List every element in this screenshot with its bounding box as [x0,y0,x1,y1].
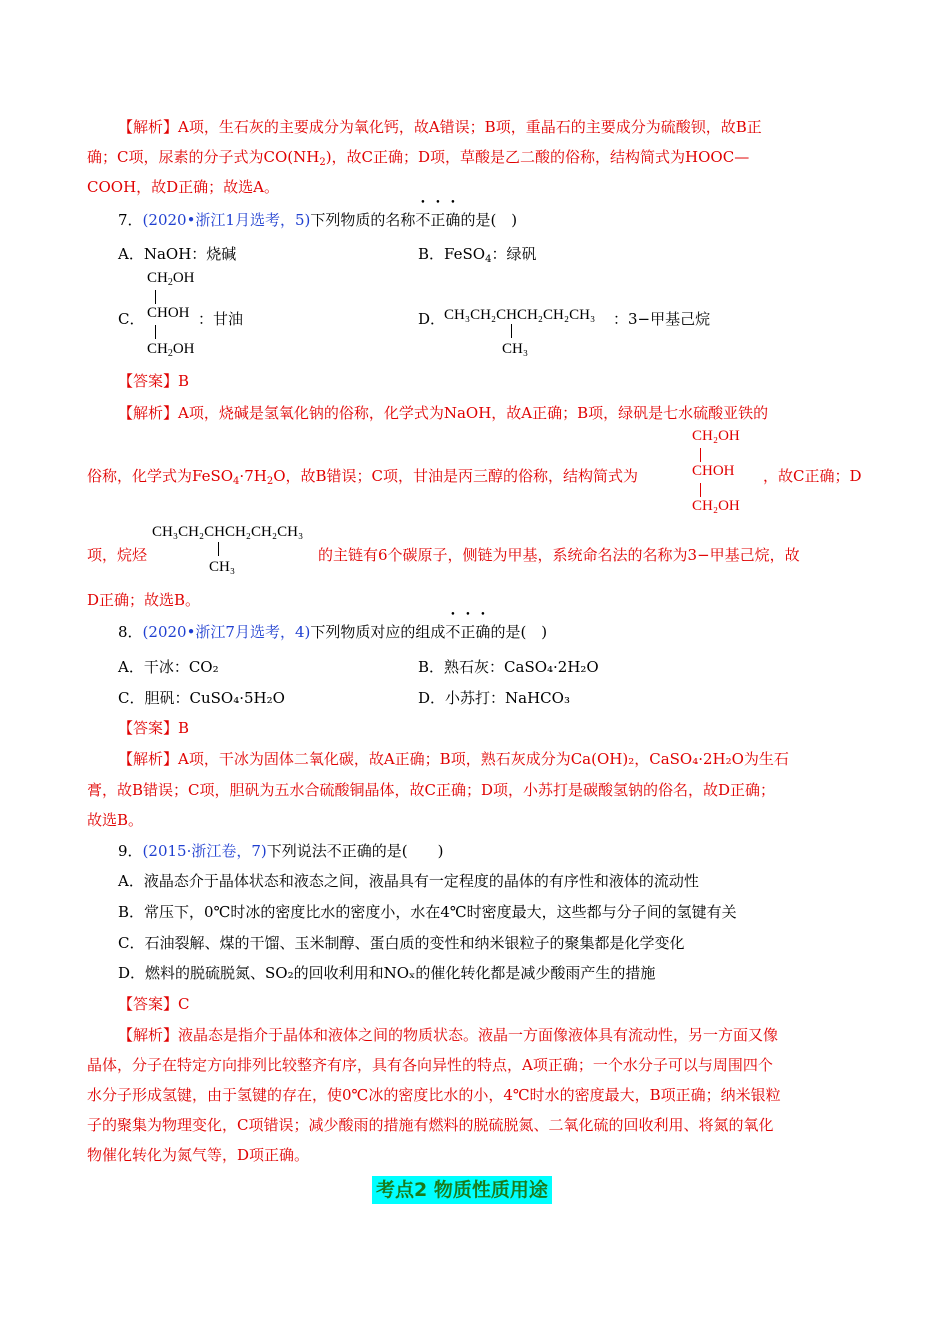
option-7-b: B．FeSO$_4$：绿矾 [418,245,537,265]
explanation-6-line-1: 【解析】A项，生石灰的主要成分为氧化钙，故A错误；B项，重晶石的主要成分为硫酸钡，故B正 [118,118,762,136]
option-8-c: C．胆矾：CuSO₄·5H₂O [118,689,285,707]
explanation-8-line-3: 故选B。 [87,811,144,829]
explanation-8-line-1: 【解析】A项，干冰为固体二氧化碳，故A正确；B项，熟石灰成分为Ca(OH)₂，CaSO₄·2H₂O为生石 [118,750,789,768]
glycerol-line-top: $CH_2OH$ [147,270,195,288]
explanation-tag: 【解析】 [118,118,179,136]
bond-line [218,542,219,556]
alkane-inline-formula: CH₃CH₂CHCH₂CH₂CH₃ [152,524,304,540]
alkane-formula: CH₃CH₂CHCH₂CH₂CH₃ [444,307,596,323]
question-8-stem: 8．(2020•浙江7月选考，4)下列物质对应的组成不正确的是( ) [118,623,548,641]
answer-8: 【答案】B [118,719,190,737]
explanation-9-line-4: 子的聚集为物理变化，C项错误；减少酸雨的措施有燃料的脱硫脱氮、二氧化硫的回收利用、将氮的氧化 [87,1116,774,1134]
option-7-c-name: ：甘油 [198,310,244,328]
option-8-a: A．干冰：CO₂ [118,658,219,676]
explanation-9-line-2: 晶体，分子在特定方向排列比较整齐有序，具有各向异性的特点，A项正确；一个水分子可以与周围四个 [87,1056,773,1074]
answer-9: 【答案】C [118,995,190,1013]
explanation-7-line-2: 俗称，化学式为$FeSO_4\cdot 7H_2O$，故B错误；C项，甘油是丙三醇的俗称，结构简式为 [87,467,639,487]
glycerol-line-bot: $CH_2OH$ [147,341,195,359]
explanation-9-line-3: 水分子形成氢键，由于氢键的存在，使0℃冰的密度比水的小，4℃时水的密度最大，B项正确；纳米银粒 [87,1086,781,1104]
explanation-8-line-2: 膏，故B错误；C项，胆矾为五水合硫酸铜晶体，故C正确；D项，小苏打是碳酸氢钠的俗名，故D正确； [87,781,776,799]
option-7-a: A．NaOH：烧碱 [118,245,237,263]
option-7-d-name: ：3−甲基己烷 [613,310,711,328]
bond-line [700,483,701,497]
bond-line [155,290,156,304]
alkane-branch: CH₃ [502,341,529,357]
explanation-7-line-1: 【解析】A项，烧碱是氢氧化钠的俗称，化学式为NaOH，故A正确；B项，绿矾是七水硫酸亚铁的 [118,404,769,422]
question-source: (2020•浙江1月选考，5) [142,211,311,229]
option-9-c: C．石油裂解、煤的干馏、玉米制醇、蛋白质的变性和纳米银粒子的聚集都是化学变化 [118,934,685,952]
option-8-d: D．小苏打：NaHCO₃ [418,689,570,707]
explanation-9-line-1: 【解析】液晶态是指介于晶体和液体之间的物质状态。液晶一方面像液体具有流动性，另一方面又像 [118,1026,779,1044]
explanation-7-line-2-end: ，故C正确；D [763,467,862,485]
explanation-9-line-5: 物催化转化为氮气等，D项正确。 [87,1146,310,1164]
explanation-6-line-2: 确；C项，尿素的分子式为$CO(NH_2)$，故C正确；D项，草酸是乙二酸的俗称，结构简式为HOOC— [87,148,750,168]
glycerol-inline-mid: CHOH [692,463,735,479]
explanation-7-line-3a: 项，烷烃 [87,546,148,564]
glycerol-inline-top: CH₂OH [692,428,740,444]
question-7-stem: 7．(2020•浙江1月选考，5)下列物质的名称不正确的是( ) [118,211,518,229]
explanation-7-line-4: D正确；故选B。 [87,591,201,609]
glycerol-line-mid: CHOH [147,305,190,321]
option-9-d: D．燃料的脱硫脱氮、SO₂的回收利用和NOₓ的催化转化都是减少酸雨产生的措施 [118,964,656,982]
bond-line [155,325,156,339]
option-7-c-label: C． [118,310,145,328]
bond-line [511,324,512,338]
option-7-d-label: D． [418,310,446,328]
bond-line [700,448,701,462]
question-source: (2015·浙江卷，7) [142,842,267,860]
question-source: (2020•浙江7月选考，4) [142,623,311,641]
explanation-7-line-3b: 的主链有6个碳原子，侧链为甲基，系统命名法的名称为3−甲基己烷，故 [318,546,800,564]
explanation-6-line-3: COOH，故D正确；故选A。 [87,178,280,196]
glycerol-inline-bot: CH₂OH [692,498,740,514]
option-8-b: B．熟石灰：CaSO₄·2H₂O [418,658,599,676]
alkane-inline-branch: CH₃ [209,559,236,575]
section-heading: 考点2 物质性质用途 [372,1176,552,1204]
answer-7: 【答案】B [118,372,190,390]
option-9-b: B．常压下，0℃时冰的密度比水的密度小，水在4℃时密度最大，这些都与分子间的氢键有关 [118,903,737,921]
question-9-stem: 9．(2015·浙江卷，7)下列说法不正确的是( ) [118,842,444,860]
option-9-a: A．液晶态介于晶体状态和液态之间，液晶具有一定程度的晶体的有序性和液体的流动性 [118,872,699,890]
